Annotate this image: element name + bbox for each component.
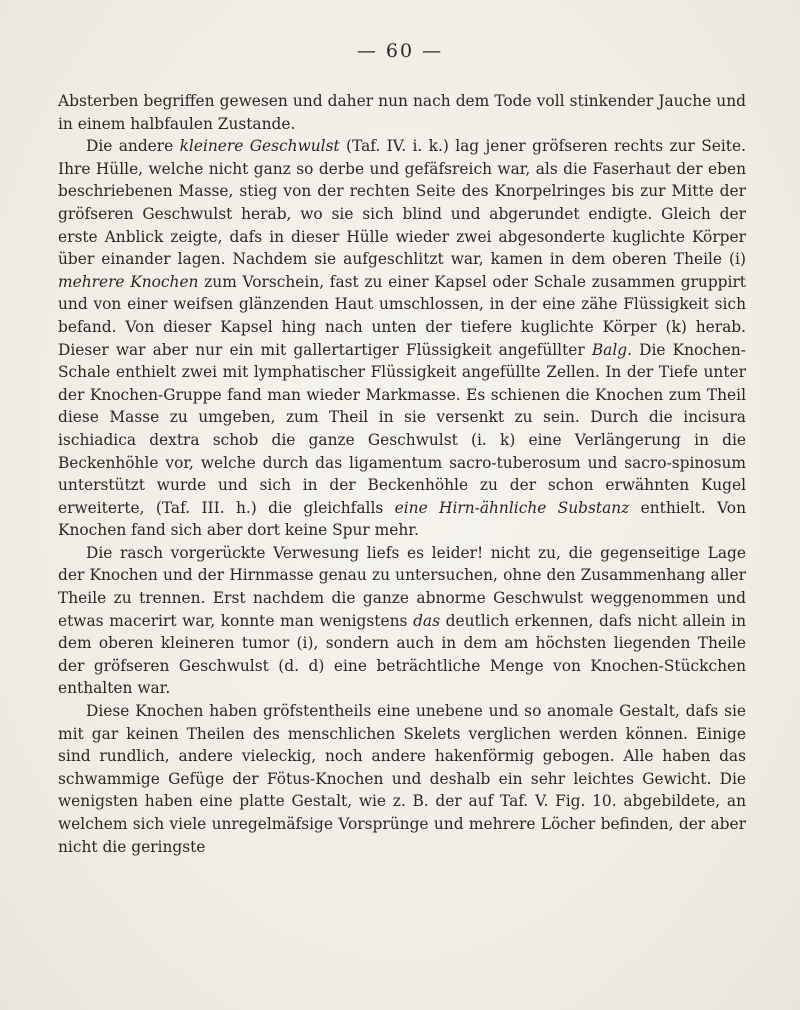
- text-segment: zum Vorschein, fast zu einer Kapsel oder Schale zusammen gruppirt und von einer weifsen glänzenden Haut umschlossen, in der eine zähe Flüssigkeit sich befand. Von dieser Kapsel hing nach unten der tiefere kuglichte Körper (k) herab. Dieser war aber nur ein mit gallertartiger Flüssigkeit angefüllter: [58, 272, 746, 359]
- text-segment: . Die Knochen-Schale enthielt zwei mit lymphatischer Flüssigkeit angefüllte Zellen. In der Tiefe unter der Knochen-Gruppe fand man wieder Markmasse. Es schienen die Knochen zum Theil diese Masse zu umgeben, zum Theil in sie versenkt zu sein. Durch die incisura ischiadica dextra schob die ganze Geschwulst (i. k) eine Verlängerung in die Beckenhöhle vor, welche durch das ligamentum sacro-tuberosum und sacro-spinosum unterstützt wurde und sich in der Beckenhöhle zu der schon erwähnten Kugel erweiterte, (Taf. III. h.) die gleichfalls: [58, 340, 747, 517]
- paragraph: [58, 90, 746, 135]
- paragraph: [58, 542, 746, 700]
- text-segment: enthielt. Von Knochen fand sich aber dort keine Spur mehr.: [58, 498, 746, 540]
- emphasized-text: das: [413, 611, 441, 630]
- paragraph: [58, 135, 746, 542]
- text-segment: deutlich erkennen, dafs nicht allein in dem oberen kleineren tumor (i), sondern auch in dem am höchsten liegenden Theile der gröfseren Geschwulst (d. d) eine beträchtliche Menge von Knochen-Stückchen enthalten war.: [58, 611, 746, 698]
- emphasized-text: eine Hirn-ähnliche Substanz: [394, 498, 630, 517]
- text-segment: Die rasch vorgerückte Verwesung liefs es leider! nicht zu, die gegenseitige Lage der Knochen und der Hirnmasse genau zu untersuchen, ohne den Zusammenhang aller Theile zu trennen. Erst nachdem die ganze abnorme Geschwulst weggenommen und etwas macerirt war, konnte man wenigstens: [58, 543, 746, 630]
- text-segment: (Taf. IV. i. k.) lag jener gröfseren rechts zur Seite. Ihre Hülle, welche nicht ganz so derbe und gefäfsreich war, als die Faserhaut der eben beschriebenen Masse, stieg von der rechten Seite des Knorpelringes bis zur Mitte der gröfseren Geschwulst herab, wo sie sich blind und abgerundet endigte. Gleich der erste Anblick zeigte, dafs in dieser Hülle wieder zwei abgesonderte kuglichte Körper über einander lagen. Nachdem sie aufgeschlitzt war, kamen in dem oberen Theile (i): [58, 137, 746, 269]
- emphasized-text: Balg: [591, 340, 628, 359]
- page-number: — 60 —: [356, 40, 444, 62]
- text-segment: Absterben begriffen gewesen und daher nun nach dem Tode voll stinkender Jauche und in einem halbfaulen Zustande.: [58, 92, 746, 133]
- paragraph: [58, 700, 746, 858]
- emphasized-text: mehrere Knochen: [58, 272, 199, 291]
- emphasized-text: kleinere Geschwulst: [179, 137, 340, 156]
- text-segment: Die andere: [86, 137, 180, 156]
- body-text: [58, 90, 746, 858]
- text-segment: Diese Knochen haben gröfstentheils eine unebene und so anomale Gestalt, dafs sie mit gar keinen Theilen des menschlichen Skelets verglichen werden können. Einige sind rundlich, andere vieleckig, noch andere hakenförmig gebogen. Alle haben das schwammige Gefüge der Fötus-Knochen und deshalb ein sehr leichtes Gewicht. Die wenigsten haben eine platte Gestalt, wie z. B. der auf Taf. V. Fig. 10. abgebildete, an welchem sich viele unregelmäfsige Vorsprünge und mehrere Löcher befinden, der aber nicht die geringste: [58, 702, 746, 856]
